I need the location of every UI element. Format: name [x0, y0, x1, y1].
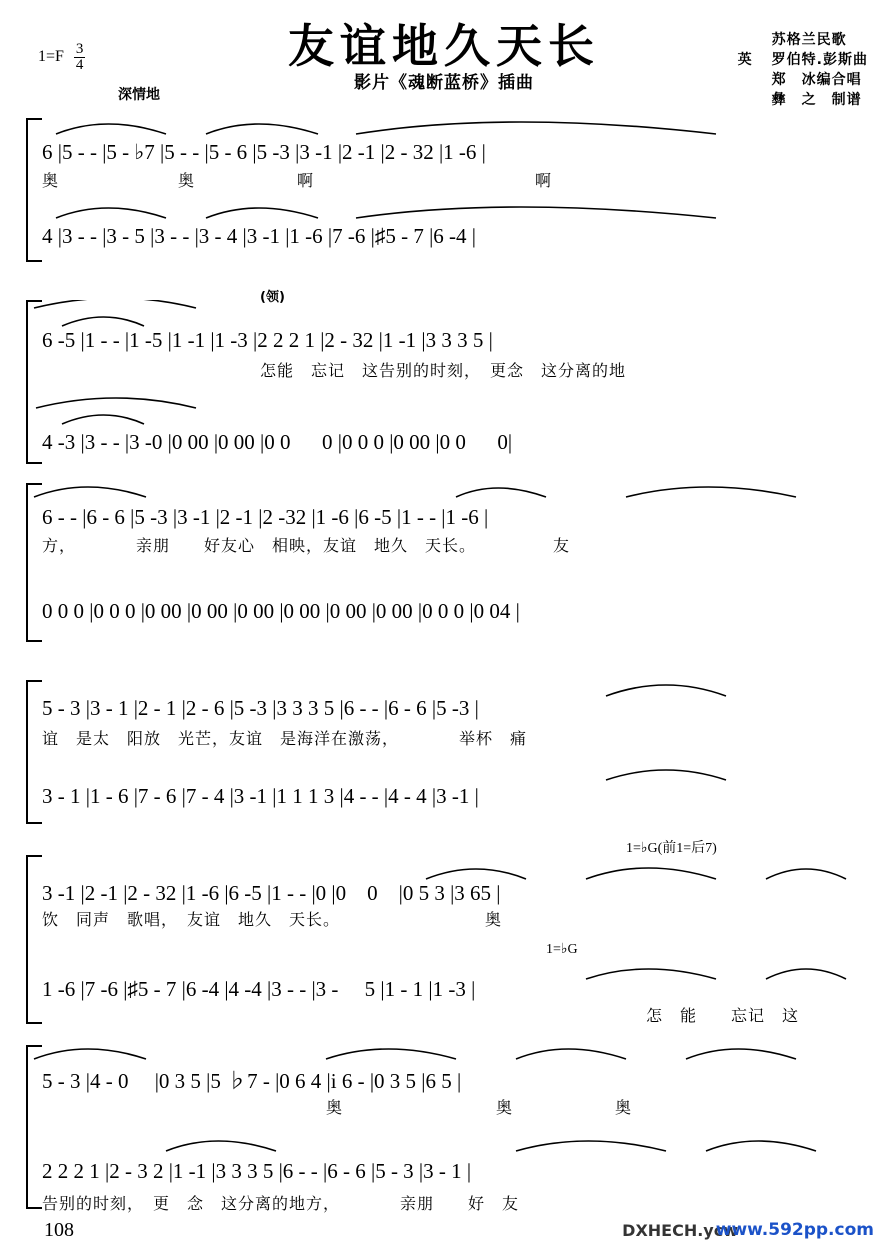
lyrics-line-upper: 饮 同声 歌唱， 友谊 地久 天长。 奥: [42, 910, 503, 929]
page-title: 友谊地久天长: [288, 19, 600, 73]
credit-line: [738, 90, 868, 110]
melody-line-upper: 5 - 3 |4 - 0 |0 3 5 |5 ♭7 - |0 6 4 |i 6 - |0 3 5 |6 5 |: [42, 1069, 462, 1093]
lyrics-line-upper: 奥 奥 啊 啊: [42, 171, 553, 190]
lyrics-line-upper: 奥 奥 奥: [326, 1098, 633, 1117]
page-number: 108: [44, 1219, 74, 1241]
system-1: [26, 118, 872, 268]
credit-text: 彝 之 制谱: [771, 92, 862, 108]
system-brace: [26, 680, 42, 824]
system-5: [26, 841, 872, 1025]
melody-line-upper: 6 -5 |1 - - |1 -5 |1 -1 |1 -3 |2 2 2 1 |2 - 32 |1 -1 |3 3 3 5 |: [42, 328, 493, 352]
page-subtitle: 影片《魂断蓝桥》插曲: [354, 73, 534, 93]
system-2: [26, 290, 872, 465]
credit-prefix: 英: [737, 52, 753, 68]
credit-text: 苏格兰民歌: [771, 32, 847, 48]
system-brace: [26, 1045, 42, 1209]
lyrics-line-lower: 告别的时刻， 更 念 这分离的地方， 亲朋 好 友: [42, 1194, 520, 1213]
melody-line-lower: 3 - 1 |1 - 6 |7 - 6 |7 - 4 |3 -1 |1 1 1 3 |4 - - |4 - 4 |3 -1 |: [42, 784, 479, 808]
system-4: [26, 680, 872, 830]
solo-marker: (领): [260, 290, 285, 305]
melody-line-upper: 3 -1 |2 -1 |2 - 32 |1 -6 |6 -5 |1 - - |0 |0 0 |0 5 3 |3 65 |: [42, 881, 501, 905]
melody-line-upper: 5 - 3 |3 - 1 |2 - 1 |2 - 6 |5 -3 |3 3 3 5 |6 - - |6 - 6 |5 -3 |: [42, 696, 479, 720]
system-brace: [26, 300, 42, 464]
credit-text: 郑 冰编合唱: [771, 72, 862, 88]
system-3: [26, 483, 872, 643]
system-brace: [26, 118, 42, 262]
watermark-text: DXHECH.ycw: [622, 1221, 738, 1240]
melody-line-lower: 2 2 2 1 |2 - 3 2 |1 -1 |3 3 3 5 |6 - - |6 - 6 |5 - 3 |3 - 1 |: [42, 1159, 472, 1183]
lyrics-line-upper: 怎能 忘记 这告别的时刻， 更念 这分离的地: [260, 361, 627, 380]
melody-line-lower: 1 -6 |7 -6 |♯5 - 7 |6 -4 |4 -4 |3 - - |3 - 5 |1 - 1 |1 -3 |: [42, 977, 476, 1001]
expression-marking: 深情地: [118, 87, 160, 103]
system-brace: [26, 483, 42, 642]
key-label: 1=F: [38, 48, 64, 66]
credits-block: [738, 30, 868, 110]
melody-line-upper: 6 - - |6 - 6 |5 -3 |3 -1 |2 -1 |2 -32 |1 -6 |6 -5 |1 - - |1 -6 |: [42, 505, 489, 529]
credit-text: 罗伯特.彭斯曲: [771, 52, 868, 68]
credit-line: [738, 30, 868, 50]
system-brace: [26, 855, 42, 1024]
time-signature-numerator: 3: [75, 41, 84, 57]
credit-line: [738, 70, 868, 90]
melody-line-lower: 4 |3 - - |3 - 5 |3 - - |3 - 4 |3 -1 |1 -6 |7 -6 |♯5 - 7 |6 -4 |: [42, 224, 476, 248]
time-signature-denominator: 4: [75, 57, 84, 73]
key-change-marker-upper: 1=♭G(前1=后7): [626, 841, 717, 856]
melody-line-lower: 0 0 0 |0 0 0 |0 00 |0 00 |0 00 |0 00 |0 00 |0 00 |0 0 0 |0 04 |: [42, 599, 520, 623]
melody-line-upper: 6 |5 - - |5 - ♭7 |5 - - |5 - 6 |5 -3 |3 -1 |2 -1 |2 - 32 |1 -6 |: [42, 140, 486, 164]
system-6: [26, 1045, 872, 1215]
melody-line-lower: 4 -3 |3 - - |3 -0 |0 00 |0 00 |0 0 0 |0 0 0 |0 00 |0 0 0|: [42, 430, 513, 454]
credit-line: [738, 50, 868, 70]
lyrics-line-upper: 方， 亲朋 好友心 相映，友谊 地久 天长。 友: [42, 536, 571, 555]
key-change-marker-lower: 1=♭G: [546, 942, 578, 957]
lyrics-line-upper: 谊 是太 阳放 光芒，友谊 是海洋在激荡， 举杯 痛: [42, 729, 528, 748]
watermark-site[interactable]: www.592pp.com: [715, 1220, 874, 1240]
lyrics-line-lower: 怎 能 忘记 这: [646, 1006, 800, 1025]
